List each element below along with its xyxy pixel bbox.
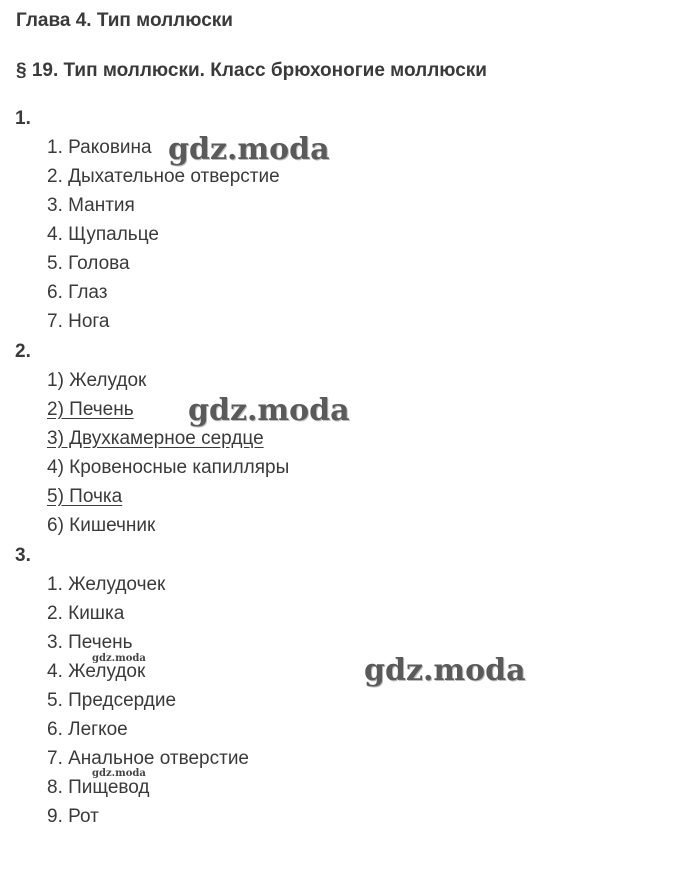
task-3-item-6: 6. Легкое xyxy=(47,719,128,740)
task-1-item-6: 6. Глаз xyxy=(47,282,108,303)
task-2-item-1: 1) Желудок xyxy=(47,370,147,391)
task-1-item-3: 3. Мантия xyxy=(47,195,135,216)
task-1-item-4: 4. Щупальце xyxy=(47,224,159,245)
task-1-number: 1. xyxy=(15,108,31,129)
task-2-number: 2. xyxy=(15,341,31,362)
task-1-item-5: 5. Голова xyxy=(47,253,130,274)
watermark: gdz.moda xyxy=(188,393,350,428)
section-title: § 19. Тип моллюски. Класс брюхоногие моллюски xyxy=(16,60,487,81)
watermark-small: gdz.moda xyxy=(92,768,146,779)
task-2-item-4: 4) Кровеносные капилляры xyxy=(47,457,290,478)
task-3-item-8: 8. Пищевод xyxy=(47,777,150,798)
task-1-item-1: 1. Раковина xyxy=(47,137,152,158)
task-2-item-2: 2) Печень xyxy=(47,399,134,420)
task-1-item-7: 7. Нога xyxy=(47,311,110,332)
task-1-item-2: 2. Дыхательное отверстие xyxy=(47,166,280,187)
task-3-item-2: 2. Кишка xyxy=(47,603,125,624)
task-3-item-5: 5. Предсердие xyxy=(47,690,177,711)
task-2-item-6: 6) Кишечник xyxy=(47,515,156,536)
task-3-item-1: 1. Желудочек xyxy=(47,574,166,595)
chapter-title: Глава 4. Тип моллюски xyxy=(16,10,233,31)
watermark: gdz.moda xyxy=(168,132,330,167)
task-3-number: 3. xyxy=(15,545,31,566)
task-3-item-7: 7. Анальное отверстие xyxy=(47,748,249,769)
task-2-item-5: 5) Почка xyxy=(47,486,123,507)
task-3-item-4: 4. Желудок xyxy=(47,661,146,682)
watermark-small: gdz.moda xyxy=(92,653,146,664)
task-2-item-3: 3) Двухкамерное сердце xyxy=(47,428,264,449)
watermark: gdz.moda xyxy=(364,653,526,688)
task-3-item-3: 3. Печень xyxy=(47,632,133,653)
task-3-item-9: 9. Рот xyxy=(47,806,99,827)
